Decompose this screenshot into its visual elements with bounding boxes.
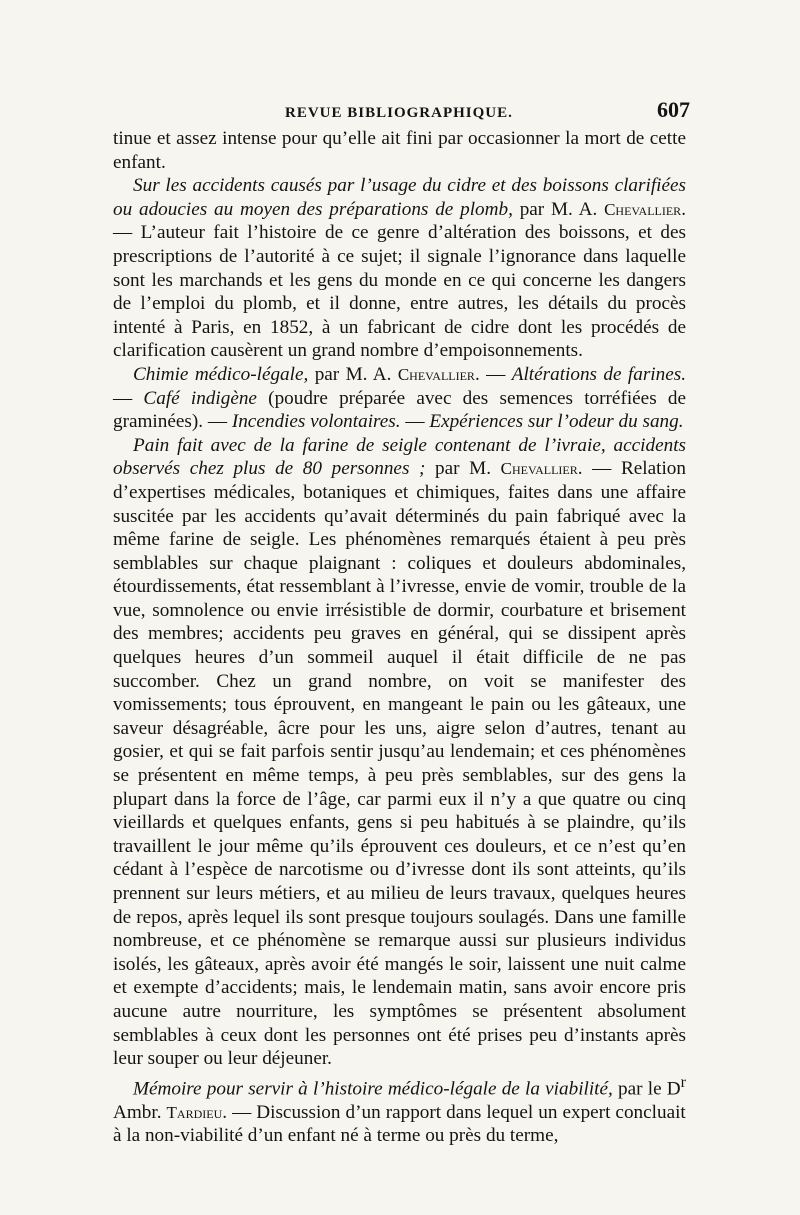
italic-title: Café indigène bbox=[143, 387, 257, 409]
page-header bbox=[113, 97, 690, 127]
italic-title: Altérations de farines. bbox=[511, 363, 687, 385]
text-run: — bbox=[400, 411, 430, 433]
paragraph-continuation bbox=[113, 127, 686, 174]
italic-title: Expériences sur l’odeur du sang. bbox=[429, 411, 684, 433]
italic-title: Incendies volontaires. bbox=[231, 411, 401, 433]
italic-title: Pain fait avec de la farine de seigle contenant de l’ivraie, accidents observés chez plus de 80 personnes ; bbox=[113, 434, 686, 480]
italic-title: Chimie médico-légale, bbox=[133, 363, 309, 385]
paragraph-viabilite bbox=[113, 1071, 686, 1148]
author-name: Chevallier bbox=[500, 459, 578, 479]
author-name: Chevallier bbox=[604, 199, 682, 219]
text-run: (poudre préparée avec des semences torréfiées de graminées). — bbox=[113, 387, 686, 433]
text-run: tinue et assez intense pour qu’elle ait fini par occasionner la mort de cette enfant. bbox=[113, 128, 686, 173]
paragraph-pain-seigle-ivraie bbox=[113, 434, 686, 1071]
page-number: 607 bbox=[657, 97, 690, 122]
italic-title: Mémoire pour servir à l’histoire médico-légale de la viabilité, bbox=[133, 1078, 613, 1100]
text-run: . — L’auteur fait l’histoire de ce genre d’altération des boissons, et des prescriptions de l’autorité à ce sujet; il signale l’ignorance dans laquelle sont les marchands et les gens du monde en ce qui concerne les dangers de l’emploi du plomb, et il donne, entre autres, les détails du procès intenté à Paris, en 1852, à un fabricant de cidre dont les procédés de clarification causèrent un grand nombre d’empoisonnements. bbox=[113, 198, 686, 362]
text-run: — bbox=[113, 387, 144, 409]
running-title: REVUE BIBLIOGRAPHIQUE. bbox=[285, 105, 513, 121]
book-page bbox=[113, 97, 690, 1148]
author-name: Chevallier bbox=[397, 364, 475, 384]
text-run: par M. A. bbox=[308, 363, 398, 385]
text-run: . — bbox=[474, 363, 512, 385]
text-run: par le D bbox=[612, 1078, 681, 1100]
italic-title: Sur les accidents causés par l’usage du cidre et des boissons clarifiées ou adoucies au moyen des préparations de plomb, bbox=[113, 175, 686, 220]
text-run: . — Relation d’expertises médicales, botaniques et chimiques, faites dans une affaire suscitée par les accidents qu’avait déterminés du pain fabriqué avec la même farine de seigle. Les phénomènes remarqués étaient à peu près semblables sur chaque plaignant : coliques et douleurs abdominales, étourdissements, état ressemblant à l’ivresse, envie de vomir, trouble de la vue, somnolence ou envie irrésistible de dormir, courbature et brisement des membres; accidents peu graves en général, qui se dissipent après quelques heures d’un sommeil auquel il était difficile de ne pas succomber. Chez un grand nombre, on voit se manifester des vomissements; tous éprouvent, en mangeant le pain ou les gâteaux, une saveur désagréable, âcre pour les uns, aigre selon d’autres, tenant au gosier, et qui se fait parfois sentir jusqu’au lendemain; et ces phénomènes se présentent en même temps, à peu près semblables, sur des gens la plupart dans la force de l’âge, car parmi eux il n’y a que quatre ou cinq vieillards et quelques enfants, gens si peu habitués à se plaindre, qu’ils travaillent le jour même qu’ils éprouvent ces douleurs, et ce n’est qu’en cédant à l’espèce de narcotisme ou d’ivresse dont ils sont atteints, qu’ils prennent sur leurs métiers, et au milieu de leurs travaux, quelques heures de repos, après lequel ils sont presque toujours soulagés. Dans une famille nombreuse, et ce phénomène se remarque aussi sur plusieurs individus isolés, les gâteaux, après avoir été mangés le soir, laissent une nuit calme et exempte d’accidents; mais, le lendemain matin, sans avoir encore pris aucune autre nourriture, les symptômes se présentent absolument semblables à ceux dont les personnes ont été prises peu d’instants après leur souper ou leur déjeuner. bbox=[113, 458, 686, 1070]
body-text bbox=[113, 127, 686, 1148]
text-run: Ambr. bbox=[113, 1101, 167, 1123]
superscript: r bbox=[680, 1073, 686, 1091]
text-run: par M. A. bbox=[512, 198, 605, 220]
author-name: Tardieu bbox=[166, 1102, 223, 1122]
text-run: par M. bbox=[425, 458, 501, 480]
text-run: . — Discussion d’un rapport dans lequel un expert concluait à la non-viabilité d’un enfant né à terme ou près du terme, bbox=[113, 1101, 686, 1147]
paragraph-cidre-plomb bbox=[113, 174, 686, 363]
paragraph-chimie-medico-legale bbox=[113, 363, 686, 434]
